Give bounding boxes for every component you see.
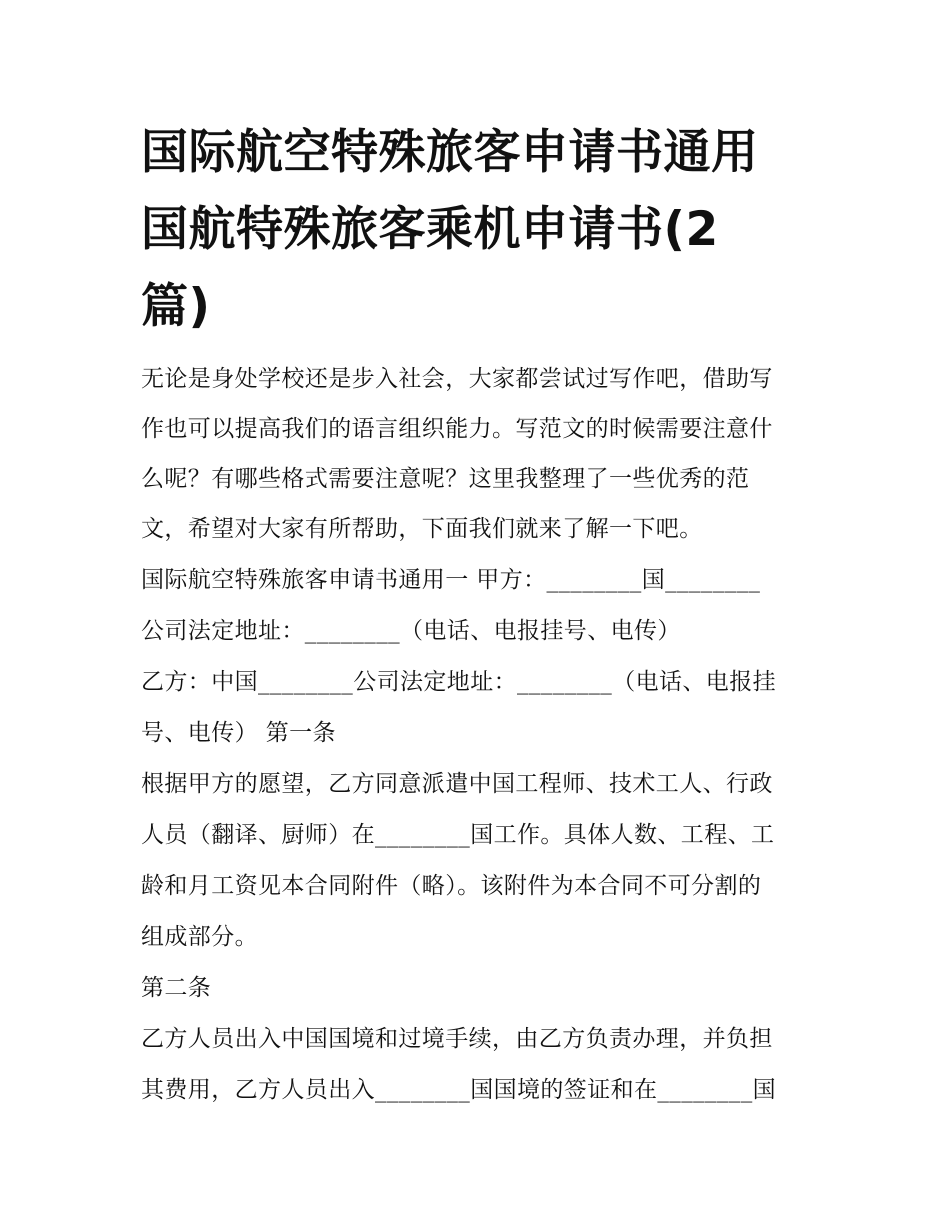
- title-line: 国际航空特殊旅客申请书通用: [141, 125, 759, 180]
- article-one-body-line: 龄和月工资见本合同附件（略）。该附件为本合同不可分割的: [141, 873, 762, 899]
- article-two-body-line: 乙方人员出入中国国境和过境手续，由乙方负责办理，并负担: [141, 1026, 773, 1052]
- article-two-body-line: 其费用，乙方人员出入________国国境的签证和在________国: [141, 1077, 776, 1103]
- title-line: 篇): [141, 279, 211, 334]
- party-b-line: 乙方：中国________公司法定地址：________（电话、电报挂: [141, 669, 776, 695]
- intro-line: 无论是身处学校还是步入社会，大家都尝试过写作吧，借助写: [141, 366, 773, 392]
- intro-line: 作也可以提高我们的语言组织能力。写范文的时候需要注意什: [141, 416, 773, 442]
- article-one-heading-line: 号、电传） 第一条: [141, 720, 336, 746]
- document-title: [141, 114, 821, 345]
- party-a-line: 国际航空特殊旅客申请书通用一 甲方：________国________: [141, 567, 761, 593]
- article-one-body-line: 组成部分。: [141, 924, 258, 950]
- article-one-body-line: 根据甲方的愿望，乙方同意派遣中国工程师、技术工人、行政: [141, 771, 773, 797]
- intro-line: 文，希望对大家有所帮助，下面我们就来了解一下吧。: [141, 516, 703, 542]
- intro-line: 么呢？有哪些格式需要注意呢？这里我整理了一些优秀的范: [141, 466, 750, 492]
- article-two-heading: 第二条: [141, 975, 212, 1001]
- title-line: 国航特殊旅客乘机申请书(2: [141, 202, 719, 257]
- party-a-address-line: 公司法定地址：________（电话、电报挂号、电传）: [141, 618, 681, 644]
- article-one-body-line: 人员（翻译、厨师）在________国工作。具体人数、工程、工: [141, 822, 775, 848]
